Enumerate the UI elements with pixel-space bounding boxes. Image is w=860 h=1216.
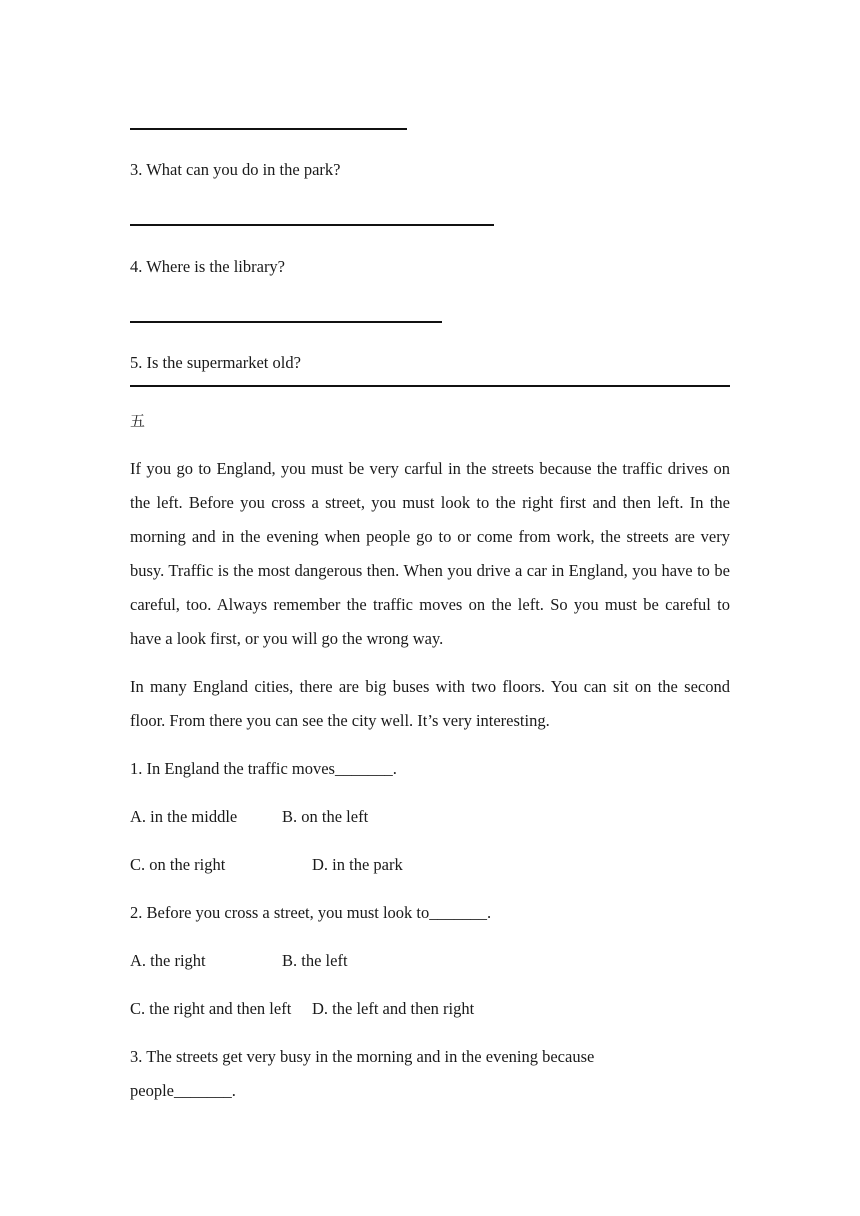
mc-question-1-option-b: B. on the left bbox=[282, 807, 369, 826]
mc-question-2-option-d: D. the left and then right bbox=[312, 999, 475, 1018]
question-4-prompt: 4. Where is the library? bbox=[130, 257, 286, 276]
question-5-prompt: 5. Is the supermarket old? bbox=[130, 353, 301, 372]
reading-passage-paragraph-2: In many England cities, there are big buses with two floors. You can sit on the second floor. From there you can see the city well. It’s very interesting. bbox=[130, 677, 730, 730]
mc-question-2-stem: 2. Before you cross a street, you must look to_______. bbox=[130, 903, 492, 922]
mc-question-1-option-d: D. in the park bbox=[312, 855, 403, 874]
reading-passage-paragraph-1: If you go to England, you must be very carful in the streets because the traffic drives on the left. Before you cross a street, you must look to the right first and then left. In the morning and in the evening when people go to or come from work, the streets are very busy. Traffic is the most dangerous then. When you drive a car in England, you have to be careful, too. Always remember the traffic moves on the left. So you must be careful to have a look first, or you will go the wrong way. bbox=[130, 459, 730, 648]
mc-question-3-stem-line-2: people_______. bbox=[130, 1081, 236, 1100]
mc-question-2-option-c: C. the right and then left bbox=[130, 999, 292, 1018]
answer-line bbox=[130, 321, 442, 323]
mc-question-3-stem-line-1: 3. The streets get very busy in the morning and in the evening because bbox=[130, 1047, 595, 1066]
mc-question-1-option-a: A. in the middle bbox=[130, 807, 238, 826]
mc-question-2-option-a: A. the right bbox=[130, 951, 206, 970]
mc-question-1-stem: 1. In England the traffic moves_______. bbox=[130, 759, 397, 778]
question-3-prompt: 3. What can you do in the park? bbox=[130, 160, 341, 179]
answer-line bbox=[130, 385, 730, 387]
section-heading: 五 bbox=[130, 412, 146, 430]
mc-question-1-option-c: C. on the right bbox=[130, 855, 226, 874]
answer-line bbox=[130, 224, 494, 226]
mc-question-2-option-b: B. the left bbox=[282, 951, 348, 970]
answer-line bbox=[130, 128, 407, 130]
